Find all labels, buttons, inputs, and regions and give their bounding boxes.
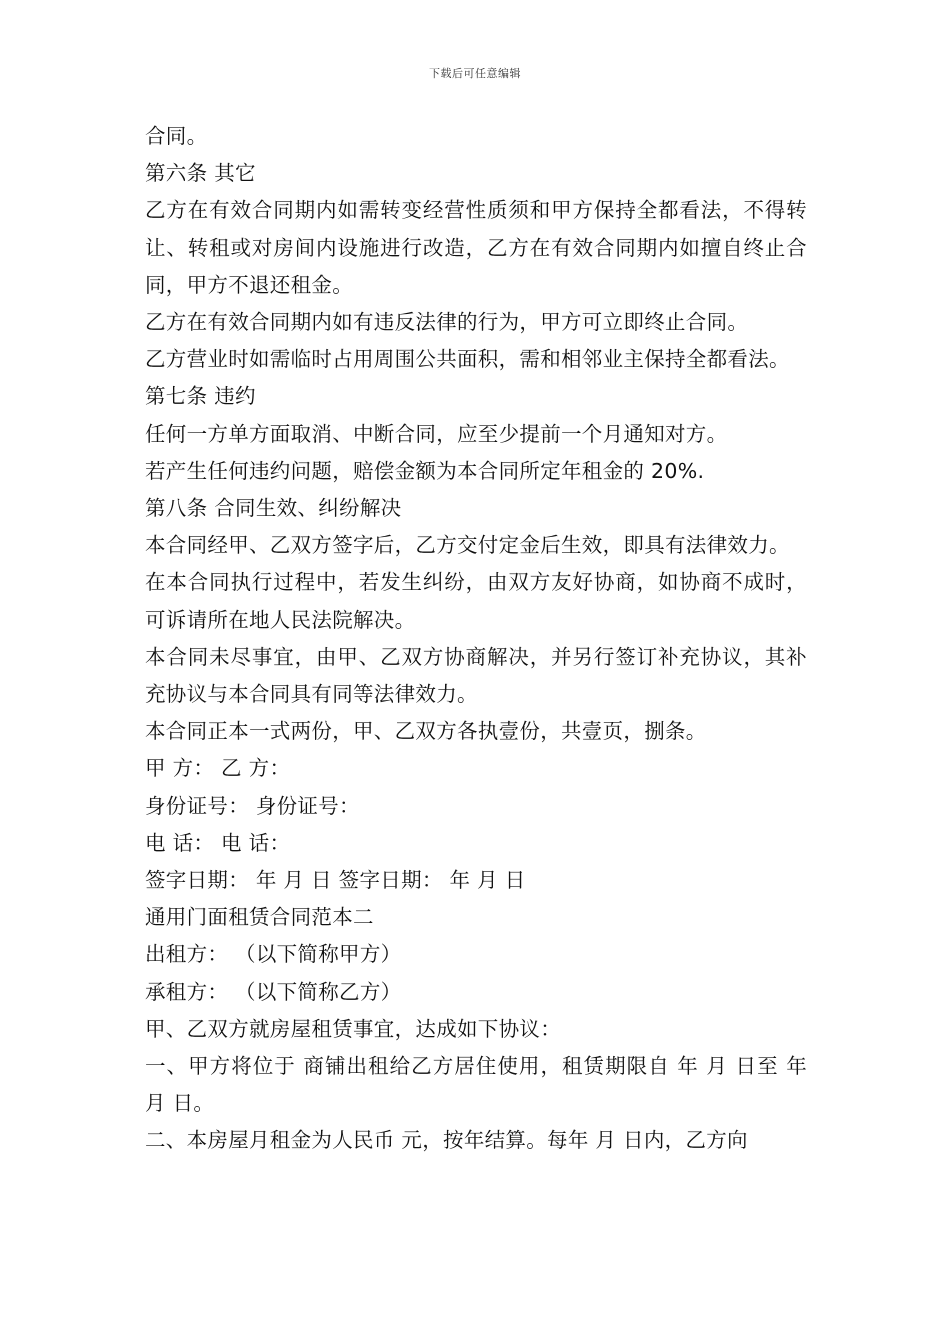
signature-id-line: 身份证号： 身份证号： <box>145 793 360 818</box>
page-header <box>0 66 950 82</box>
lessor-line: 出租方： （以下简称甲方） <box>145 942 402 967</box>
article-6-clause-2: 乙方在有效合同期内如有违反法律的行为，甲方可立即终止合同。 <box>145 310 749 335</box>
signature-parties-line: 甲 方： 乙 方： <box>145 756 291 781</box>
signature-phone-line: 电 话： 电 话： <box>145 830 291 855</box>
article-8-clause-1: 本合同经甲、乙双方签字后，乙方交付定金后生效，即具有法律效力。 <box>145 533 790 558</box>
article-8-clause-4: 本合同正本一式两份，甲、乙双方各执壹份，共壹页，捌条。 <box>145 719 707 744</box>
article-6-clause-3: 乙方营业时如需临时占用周围公共面积，需和相邻业主保持全都看法。 <box>145 347 790 372</box>
article-8-clause-2: 在本合同执行过程中，若发生纠纷，由双方友好协商，如协商不成时，可诉请所在地人民法院解决。 <box>145 570 807 632</box>
document-body <box>145 118 814 1160</box>
article-8-clause-3: 本合同未尽事宜，由甲、乙双方协商解决，并另行签订补充协议，其补充协议与本合同具有同等法律效力。 <box>145 644 807 707</box>
article-8-heading: 第八条 合同生效、纠纷解决 <box>145 496 402 521</box>
clause-1: 一、甲方将位于 商铺出租给乙方居住使用，租赁期限自 年 月 日至 年 月 日。 <box>145 1054 814 1116</box>
article-7-heading: 第七条 违约 <box>145 384 256 409</box>
lessee-line: 承租方： （以下简称乙方） <box>145 979 402 1004</box>
article-7-clause-1: 任何一方单方面取消、中断合同，应至少提前一个月通知对方。 <box>145 421 728 446</box>
header-note: 下载后可任意编辑 <box>429 67 521 80</box>
article-6-heading: 第六条 其它 <box>145 161 256 186</box>
signature-date-line: 签字日期： 年 月 日 签字日期： 年 月 日 <box>145 868 526 893</box>
agreement-intro: 甲、乙双方就房屋租赁事宜，达成如下协议： <box>145 1016 561 1041</box>
clause-2: 二、本房屋月租金为人民币 元，按年结算。每年 月 日内，乙方向 <box>145 1128 748 1153</box>
article-7-clause-2: 若产生任何违约问题，赔偿金额为本合同所定年租金的 20%. <box>145 458 705 483</box>
template-2-title: 通用门面租赁合同范本二 <box>145 905 374 930</box>
paragraph-contract-end: 合同。 <box>145 124 208 148</box>
article-6-clause-1: 乙方在有效合同期内如需转变经营性质须和甲方保持全都看法，不得转让、转租或对房间内设施进行改造，乙方在有效合同期内如擅自终止合同，甲方不退还租金。 <box>145 198 807 297</box>
